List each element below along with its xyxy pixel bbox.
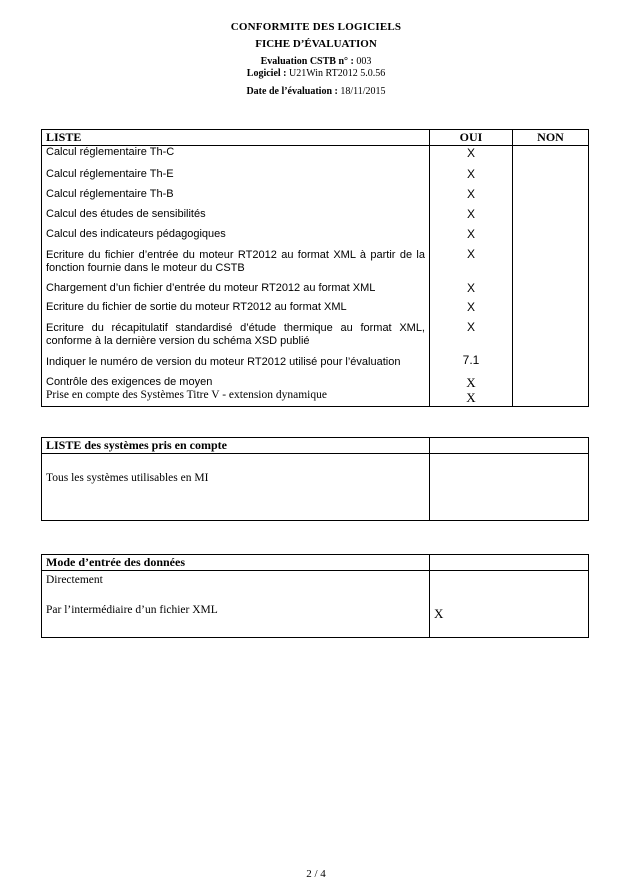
row-no	[513, 225, 589, 245]
col-header-list: LISTE	[42, 130, 430, 146]
row-yes: X	[430, 185, 513, 205]
row-yes: X	[430, 165, 513, 185]
row-yes: X	[430, 205, 513, 225]
mark-xml: X	[434, 606, 444, 621]
date-value: 18/11/2015	[340, 86, 386, 97]
row-yes: X	[430, 318, 513, 352]
row-item: Calcul des indicateurs pédagogiques	[42, 225, 430, 245]
row-no	[513, 146, 589, 165]
table-row	[42, 389, 589, 407]
input-mode-table	[41, 554, 589, 638]
row-item: Calcul réglementaire Th-B	[42, 185, 430, 205]
evaluation-label: Evaluation CSTB n° :	[260, 56, 354, 67]
software-value: U21Win RT2012 5.0.56	[289, 68, 386, 79]
row-yes: X	[430, 225, 513, 245]
table-row	[42, 165, 589, 185]
row-yes: 7.1	[430, 352, 513, 372]
systems-header-blank	[430, 438, 589, 454]
systems-value: Tous les systèmes utilisables en MI	[46, 472, 209, 484]
table-row	[42, 146, 589, 165]
systems-header: LISTE des systèmes pris en compte	[42, 438, 430, 454]
row-item: Chargement d’un fichier d’entrée du moteur RT2012 au format XML	[42, 278, 430, 298]
date-label: Date de l’évaluation :	[246, 86, 338, 97]
row-item: Calcul réglementaire Th-C	[42, 146, 430, 165]
systems-table	[41, 437, 589, 521]
row-yes: X	[430, 245, 513, 278]
table-row	[42, 245, 589, 278]
mark-direct	[434, 574, 584, 588]
doc-title: CONFORMITE DES LOGICIELS	[230, 21, 402, 33]
doc-subtitle: FICHE D’ÉVALUATION	[255, 38, 377, 50]
input-mode-options	[42, 571, 430, 638]
row-yes: X	[430, 146, 513, 165]
row-item: Calcul réglementaire Th-E	[42, 165, 430, 185]
row-item: Prise en compte des Systèmes Titre V - extension dynamique	[42, 389, 430, 407]
evaluation-value: 003	[356, 56, 372, 67]
row-item: Indiquer le numéro de version du moteur RT2012 utilisé pour l’évaluation	[42, 352, 430, 372]
row-no	[513, 298, 589, 318]
row-no	[513, 389, 589, 407]
systems-header-row	[42, 438, 589, 454]
option-xml: Par l’intermédiaire d’un fichier XML	[46, 604, 218, 616]
row-no	[513, 185, 589, 205]
row-no	[513, 318, 589, 352]
row-no	[513, 205, 589, 225]
table-row	[42, 278, 589, 298]
input-mode-header-row	[42, 555, 589, 571]
evaluation-number	[0, 56, 632, 67]
evaluation-date	[0, 86, 632, 97]
input-mode-marks	[430, 571, 589, 638]
row-item: Contrôle des exigences de moyen	[42, 372, 430, 389]
page-number: 2 / 4	[306, 868, 326, 880]
table-row	[42, 225, 589, 245]
table-row	[42, 205, 589, 225]
compliance-header-row	[42, 130, 589, 146]
table-row	[42, 352, 589, 372]
row-item: Ecriture du fichier de sortie du moteur RT2012 au format XML	[42, 298, 430, 318]
row-yes: X	[430, 298, 513, 318]
compliance-table	[41, 129, 589, 407]
input-mode-header: Mode d’entrée des données	[42, 555, 430, 571]
option-direct: Directement	[46, 574, 103, 586]
row-no	[513, 278, 589, 298]
row-no	[513, 372, 589, 389]
row-item: Ecriture du fichier d’entrée du moteur RT2012 au format XML à partir de la fonction fournie dans le moteur du CSTB	[42, 245, 430, 278]
software-line	[0, 68, 632, 79]
row-no	[513, 245, 589, 278]
row-item: Calcul des études de sensibilités	[42, 205, 430, 225]
input-mode-header-blank	[430, 555, 589, 571]
table-row	[42, 571, 589, 638]
row-item: Ecriture du récapitulatif standardisé d’étude thermique au format XML, conforme à la dernière version du schéma XSD publié	[42, 318, 430, 352]
systems-cell-blank	[430, 454, 589, 521]
col-header-yes: OUI	[430, 130, 513, 146]
row-yes: X	[430, 278, 513, 298]
software-label: Logiciel :	[246, 68, 287, 79]
table-row	[42, 318, 589, 352]
table-row	[42, 454, 589, 521]
table-row	[42, 372, 589, 389]
row-no	[513, 165, 589, 185]
col-header-no: NON	[513, 130, 589, 146]
row-yes: X	[430, 372, 513, 389]
table-row	[42, 185, 589, 205]
row-yes: X	[430, 389, 513, 407]
table-row	[42, 298, 589, 318]
systems-cell	[42, 454, 430, 521]
row-no	[513, 352, 589, 372]
